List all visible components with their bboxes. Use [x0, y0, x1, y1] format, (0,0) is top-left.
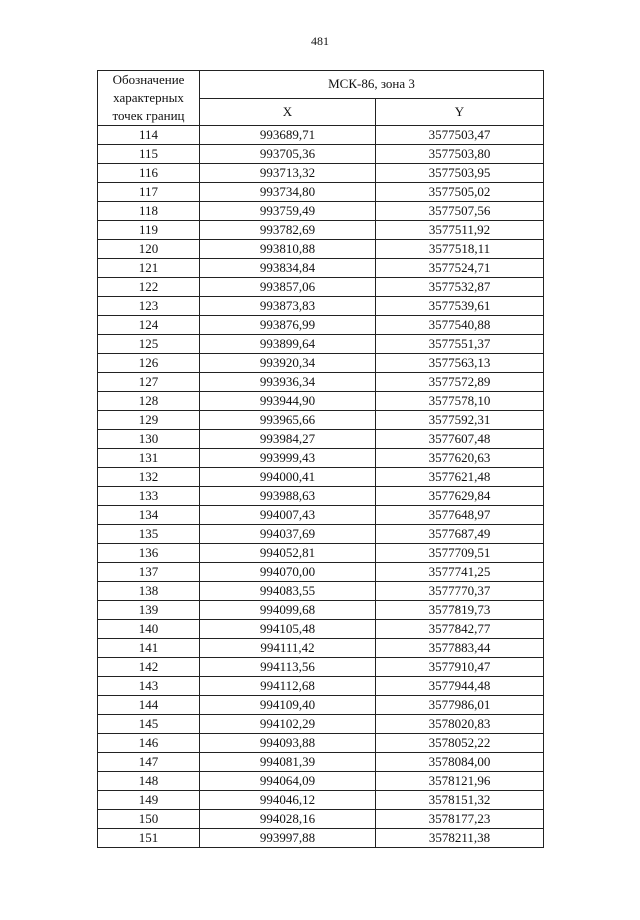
- y-cell: 3577507,56: [376, 202, 544, 221]
- x-cell: 994105,48: [200, 620, 376, 639]
- table-row: [98, 164, 544, 183]
- point-cell: 134: [98, 506, 200, 525]
- header-point-label: Обозначение характерных точек границ: [98, 71, 200, 126]
- x-cell: 993759,49: [200, 202, 376, 221]
- y-cell: 3577648,97: [376, 506, 544, 525]
- x-cell: 993876,99: [200, 316, 376, 335]
- y-cell: 3577532,87: [376, 278, 544, 297]
- point-cell: 150: [98, 810, 200, 829]
- point-cell: 139: [98, 601, 200, 620]
- x-cell: 994111,42: [200, 639, 376, 658]
- table-row: [98, 487, 544, 506]
- y-cell: 3577629,84: [376, 487, 544, 506]
- x-cell: 994007,43: [200, 506, 376, 525]
- point-cell: 128: [98, 392, 200, 411]
- point-cell: 146: [98, 734, 200, 753]
- y-cell: 3577518,11: [376, 240, 544, 259]
- x-cell: 993899,64: [200, 335, 376, 354]
- y-cell: 3577910,47: [376, 658, 544, 677]
- y-cell: 3577503,80: [376, 145, 544, 164]
- point-cell: 137: [98, 563, 200, 582]
- point-cell: 148: [98, 772, 200, 791]
- point-cell: 138: [98, 582, 200, 601]
- table-row: [98, 582, 544, 601]
- x-cell: 993810,88: [200, 240, 376, 259]
- point-cell: 126: [98, 354, 200, 373]
- y-cell: 3577842,77: [376, 620, 544, 639]
- table-row: [98, 468, 544, 487]
- table-row: [98, 373, 544, 392]
- table-row: [98, 411, 544, 430]
- table-row: [98, 449, 544, 468]
- point-cell: 151: [98, 829, 200, 848]
- table-row: [98, 639, 544, 658]
- point-cell: 130: [98, 430, 200, 449]
- table-row: [98, 810, 544, 829]
- table-row: [98, 753, 544, 772]
- x-cell: 993997,88: [200, 829, 376, 848]
- table-row: [98, 791, 544, 810]
- y-cell: 3578052,22: [376, 734, 544, 753]
- table-row: [98, 677, 544, 696]
- y-cell: 3577592,31: [376, 411, 544, 430]
- table-row: [98, 278, 544, 297]
- point-cell: 144: [98, 696, 200, 715]
- y-cell: 3578084,00: [376, 753, 544, 772]
- x-cell: 994081,39: [200, 753, 376, 772]
- x-cell: 993873,83: [200, 297, 376, 316]
- x-cell: 994112,68: [200, 677, 376, 696]
- x-cell: 993984,27: [200, 430, 376, 449]
- y-cell: 3577944,48: [376, 677, 544, 696]
- header-zone: МСК-86, зона 3: [200, 71, 544, 99]
- table-row: [98, 392, 544, 411]
- x-cell: 994046,12: [200, 791, 376, 810]
- y-cell: 3577770,37: [376, 582, 544, 601]
- x-cell: 993988,63: [200, 487, 376, 506]
- y-cell: 3577540,88: [376, 316, 544, 335]
- point-cell: 127: [98, 373, 200, 392]
- x-cell: 994037,69: [200, 525, 376, 544]
- x-cell: 994052,81: [200, 544, 376, 563]
- y-cell: 3578177,23: [376, 810, 544, 829]
- x-cell: 993920,34: [200, 354, 376, 373]
- point-cell: 124: [98, 316, 200, 335]
- point-cell: 117: [98, 183, 200, 202]
- table-header: [98, 71, 544, 126]
- x-cell: 993734,80: [200, 183, 376, 202]
- header-x: X: [200, 98, 376, 126]
- point-cell: 123: [98, 297, 200, 316]
- table-row: [98, 829, 544, 848]
- table-row: [98, 335, 544, 354]
- x-cell: 993834,84: [200, 259, 376, 278]
- point-cell: 145: [98, 715, 200, 734]
- coordinates-table: [97, 70, 544, 848]
- table-row: [98, 715, 544, 734]
- x-cell: 993705,36: [200, 145, 376, 164]
- y-cell: 3577986,01: [376, 696, 544, 715]
- y-cell: 3577607,48: [376, 430, 544, 449]
- table-row: [98, 563, 544, 582]
- x-cell: 993999,43: [200, 449, 376, 468]
- table-row: [98, 506, 544, 525]
- x-cell: 994093,88: [200, 734, 376, 753]
- y-cell: 3577551,37: [376, 335, 544, 354]
- y-cell: 3577578,10: [376, 392, 544, 411]
- table-row: [98, 658, 544, 677]
- y-cell: 3577539,61: [376, 297, 544, 316]
- table-row: [98, 297, 544, 316]
- y-cell: 3577524,71: [376, 259, 544, 278]
- point-cell: 140: [98, 620, 200, 639]
- table-row: [98, 544, 544, 563]
- y-cell: 3577563,13: [376, 354, 544, 373]
- table-row: [98, 354, 544, 373]
- table-body: [98, 126, 544, 848]
- page-number: 481: [311, 34, 329, 48]
- point-cell: 143: [98, 677, 200, 696]
- point-cell: 114: [98, 126, 200, 145]
- x-cell: 994109,40: [200, 696, 376, 715]
- x-cell: 993689,71: [200, 126, 376, 145]
- table-row: [98, 126, 544, 145]
- y-cell: 3577883,44: [376, 639, 544, 658]
- table-row: [98, 525, 544, 544]
- point-cell: 133: [98, 487, 200, 506]
- x-cell: 994102,29: [200, 715, 376, 734]
- x-cell: 994099,68: [200, 601, 376, 620]
- y-cell: 3578121,96: [376, 772, 544, 791]
- y-cell: 3577819,73: [376, 601, 544, 620]
- point-cell: 125: [98, 335, 200, 354]
- y-cell: 3577741,25: [376, 563, 544, 582]
- x-cell: 994064,09: [200, 772, 376, 791]
- table-row: [98, 696, 544, 715]
- table-row: [98, 316, 544, 335]
- x-cell: 994083,55: [200, 582, 376, 601]
- point-cell: 131: [98, 449, 200, 468]
- table-row: [98, 620, 544, 639]
- point-cell: 149: [98, 791, 200, 810]
- table-row: [98, 202, 544, 221]
- y-cell: 3578151,32: [376, 791, 544, 810]
- y-cell: 3577687,49: [376, 525, 544, 544]
- point-cell: 122: [98, 278, 200, 297]
- y-cell: 3577621,48: [376, 468, 544, 487]
- table-row: [98, 259, 544, 278]
- y-cell: 3577620,63: [376, 449, 544, 468]
- table-row: [98, 240, 544, 259]
- header-y: Y: [376, 98, 544, 126]
- point-cell: 116: [98, 164, 200, 183]
- y-cell: 3578211,38: [376, 829, 544, 848]
- table-row: [98, 734, 544, 753]
- x-cell: 994113,56: [200, 658, 376, 677]
- y-cell: 3577572,89: [376, 373, 544, 392]
- y-cell: 3577505,02: [376, 183, 544, 202]
- table-row: [98, 772, 544, 791]
- x-cell: 994000,41: [200, 468, 376, 487]
- y-cell: 3577503,47: [376, 126, 544, 145]
- point-cell: 135: [98, 525, 200, 544]
- x-cell: 994028,16: [200, 810, 376, 829]
- point-cell: 118: [98, 202, 200, 221]
- point-cell: 141: [98, 639, 200, 658]
- table-row: [98, 601, 544, 620]
- point-cell: 120: [98, 240, 200, 259]
- point-cell: 147: [98, 753, 200, 772]
- point-cell: 115: [98, 145, 200, 164]
- x-cell: 993713,32: [200, 164, 376, 183]
- x-cell: 993944,90: [200, 392, 376, 411]
- table-row: [98, 183, 544, 202]
- x-cell: 993857,06: [200, 278, 376, 297]
- x-cell: 993965,66: [200, 411, 376, 430]
- table-row: [98, 221, 544, 240]
- point-cell: 129: [98, 411, 200, 430]
- y-cell: 3577511,92: [376, 221, 544, 240]
- x-cell: 994070,00: [200, 563, 376, 582]
- y-cell: 3577709,51: [376, 544, 544, 563]
- point-cell: 121: [98, 259, 200, 278]
- table-row: [98, 430, 544, 449]
- point-cell: 136: [98, 544, 200, 563]
- x-cell: 993782,69: [200, 221, 376, 240]
- point-cell: 119: [98, 221, 200, 240]
- point-cell: 132: [98, 468, 200, 487]
- x-cell: 993936,34: [200, 373, 376, 392]
- y-cell: 3578020,83: [376, 715, 544, 734]
- point-cell: 142: [98, 658, 200, 677]
- y-cell: 3577503,95: [376, 164, 544, 183]
- table-row: [98, 145, 544, 164]
